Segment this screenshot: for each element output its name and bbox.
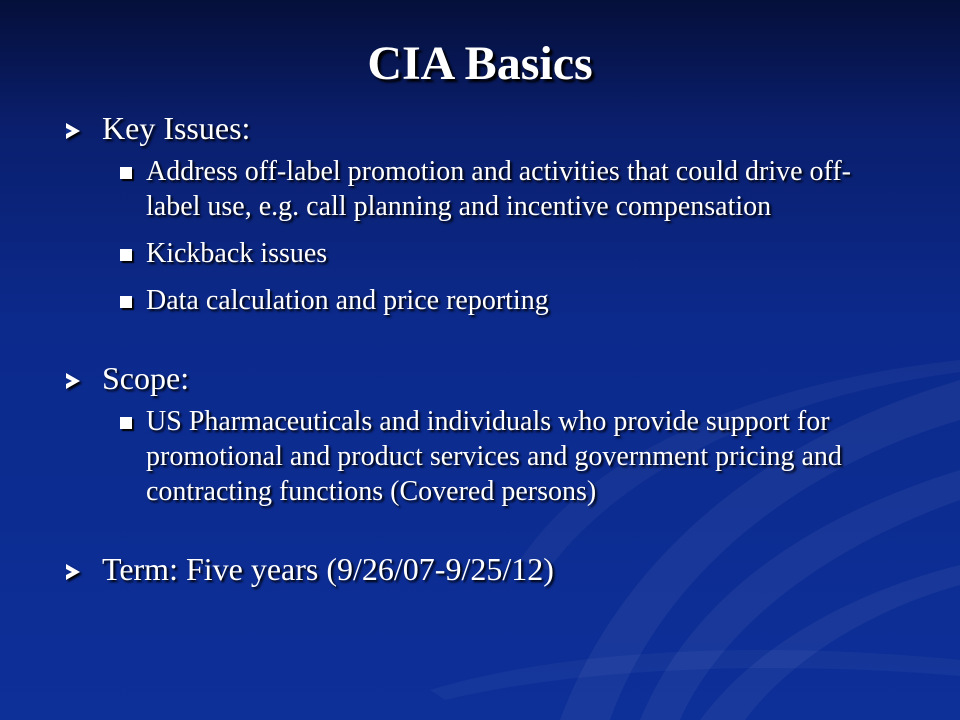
section-term: [66, 549, 896, 589]
list-item: [66, 283, 896, 318]
square-bullet-icon: [120, 417, 132, 429]
spacer: [66, 521, 896, 549]
list-item-text: Data calculation and price reporting: [146, 285, 549, 316]
section-scope: [66, 358, 896, 398]
slide-title: CIA Basics: [367, 37, 593, 90]
list-item-text: US Pharmaceuticals and individuals who provide support for promotional and product services and government pricing and contracting functions (Covered persons): [146, 406, 842, 507]
section-heading: Term: Five years (9/26/07-9/25/12): [102, 551, 554, 587]
square-bullet-icon: [120, 296, 132, 308]
key-issues-list: [66, 154, 896, 318]
list-item: [66, 404, 896, 509]
list-item: [66, 154, 896, 224]
arrowhead-bullet-icon: [66, 373, 80, 389]
list-item: [66, 236, 896, 271]
spacer: [66, 330, 896, 358]
square-bullet-icon: [120, 167, 132, 179]
arrowhead-bullet-icon: [66, 564, 80, 580]
square-bullet-icon: [120, 249, 132, 261]
list-item-text: Address off-label promotion and activities that could drive off-label use, e.g. call planning and incentive compensation: [146, 156, 852, 222]
slide-content: [66, 108, 896, 589]
section-heading: Key Issues:: [102, 110, 251, 146]
list-item-text: Kickback issues: [146, 238, 328, 269]
section-key-issues: [66, 108, 896, 148]
scope-list: [66, 404, 896, 509]
section-heading: Scope:: [102, 360, 190, 396]
arrowhead-bullet-icon: [66, 123, 80, 139]
